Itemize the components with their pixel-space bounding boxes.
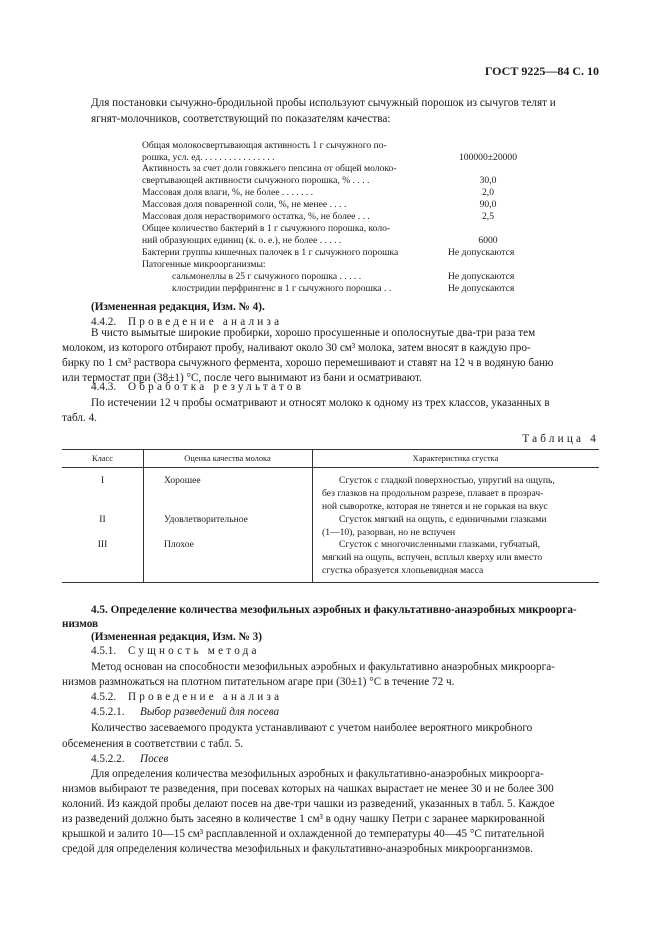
quality-label: Массовая доля нерастворимого остатка, %, не более . . . <box>142 211 370 222</box>
page-header: ГОСТ 9225—84 С. 10 <box>484 64 599 78</box>
section-title: Посев <box>140 753 169 765</box>
paragraph-line: или термостат при (38±1) °С, после чего вынимают из бани и осматривают. <box>62 372 422 384</box>
quality-label: Патогенные микроорганизмы: <box>142 259 266 270</box>
table-cell: Хорошее <box>164 475 201 486</box>
quality-label: Общая молокосвертывающая активность 1 г сычужного по- <box>142 140 387 151</box>
paragraph-line: В чисто вымытые широкие пробирки, хорошо просушенные и ополоснутые два-три раза тем <box>91 327 536 339</box>
quality-value: Не допускаются <box>448 271 515 282</box>
quality-label: ний образующих единиц (к. о. е.), не более . . . . . <box>142 235 342 246</box>
paragraph-line: бирку по 1 см³ раствора сычужного фермента, хорошо перемешивают и ставят на 12 ч в водяную баню <box>62 357 554 369</box>
table-cell: III <box>97 539 108 550</box>
edit-note: (Измененная редакция, Изм. № 4). <box>91 301 265 313</box>
paragraph-line: колоний. Из каждой пробы делают посев на две-три чашки из разведений, указанных в табл. 5. Каждое <box>62 798 555 810</box>
section-title: Сущность метода <box>128 645 260 657</box>
edit-note: (Измененная редакция, Изм. № 3) <box>91 631 262 643</box>
quality-value: 2,5 <box>482 211 494 222</box>
quality-label: свертывающей активности сычужного порошка, % . . . . <box>142 175 370 186</box>
paragraph-line: По истечении 12 ч пробы осматривают и относят молоко к одному из трех классов, указанных в <box>91 397 550 409</box>
paragraph-line: молоком, из которого отбирают пробу, наливают около 30 см³ молока, затем вносят в каждую про- <box>62 342 531 354</box>
paragraph-line: средой для определения количества мезофильных и факультативно-анаэробных микроорганизмов. <box>62 843 533 855</box>
quality-value: 90,0 <box>479 199 497 210</box>
quality-value: 30,0 <box>479 175 497 186</box>
section-number: 4.5.2. <box>91 691 117 703</box>
table-cell: I <box>100 475 105 486</box>
quality-label: Массовая доля поваренной соли, %, не менее . . . . <box>142 199 347 210</box>
paragraph-line: Метод основан на способности мезофильных аэробных и факультативно анаэробных микроорга- <box>91 661 555 673</box>
quality-label: рошка, усл. ед. . . . . . . . . . . . . . . . <box>142 152 275 163</box>
table-cell: Сгусток мягкий на ощупь, с единичными глазками <box>339 514 547 525</box>
intro-line-1: Для постановки сычужно-бродильной пробы используют сычужный порошок из сычугов телят и <box>91 97 556 109</box>
quality-label: Общее количество бактерий в 1 г сычужного порошка, коло- <box>142 223 391 234</box>
quality-value: Не допускаются <box>448 247 515 258</box>
quality-label: клостридии перфрингенс в 1 г сычужного порошка . . <box>172 283 392 294</box>
quality-value: 2,0 <box>482 187 494 198</box>
table-cell: Сгусток с многочисленными глазками, губчатый, <box>339 539 540 550</box>
intro-line-2: ягнят-молочников, соответствующий по показателям качества: <box>91 113 391 125</box>
section-title: Обработка результатов <box>128 381 305 393</box>
paragraph-line: низмов размножаться на плотном питательном агаре при (30±1) °С в течение 72 ч. <box>62 676 455 688</box>
table-header-cell: Характеристика сгустка <box>412 454 499 463</box>
section-number: 4.5.1. <box>91 645 117 657</box>
section-number: 4.5.2.1. <box>91 706 125 718</box>
quality-value: 100000±20000 <box>458 152 518 163</box>
paragraph-line: низмов выбирают те разведения, при посевах которых на чашках вырастает не менее 30 и не более 300 <box>62 783 554 795</box>
quality-label: Активность за счет доли говяжьего пепсина от общей молоко- <box>142 163 397 174</box>
paragraph-line: из разведений должно быть засеяно в количестве 1 см³ в одну чашку Петри с заранее маркированной <box>62 813 545 825</box>
section-title: Проведение анализа <box>128 316 283 328</box>
section-number: 4.4.2. <box>91 316 117 328</box>
section-heading: 4.5. Определение количества мезофильных аэробных и факультативно-анаэробных микроорга- <box>91 604 577 616</box>
paragraph-line: крышкой и залито 10—15 см³ расплавленной и охлажденной до температуры 40—45 °С питательной <box>62 828 545 840</box>
table-cell: без глазков на продольном разрезе, плавает в прозрач- <box>322 488 544 499</box>
table-cell: Сгусток с гладкой поверхностью, упругий на ощупь, <box>339 475 555 486</box>
paragraph-line: Для определения количества мезофильных аэробных и факультативно-анаэробных микроорга- <box>91 768 544 780</box>
section-number: 4.5.2.2. <box>91 753 125 765</box>
section-title: Выбор разведений для посева <box>140 706 280 718</box>
table-cell: Плохое <box>164 539 194 550</box>
section-heading: низмов <box>62 618 99 630</box>
table-caption: Таблица 4 <box>522 433 599 445</box>
quality-value: 6000 <box>478 235 498 246</box>
table-cell: Удовлетворительное <box>164 514 248 525</box>
table-header-cell: Оценка качества молока <box>184 454 271 463</box>
quality-label: сальмонеллы в 25 г сычужного порошка . . . . . <box>172 271 362 282</box>
paragraph-line: Количество засеваемого продукта устанавливают с учетом наиболее вероятного микробного <box>91 722 533 734</box>
table-header-cell: Класс <box>92 454 113 463</box>
quality-value: Не допускаются <box>448 283 515 294</box>
table-cell: (1—10), разорван, но не вспучен <box>322 527 456 538</box>
table-cell: II <box>99 514 106 525</box>
section-number: 4.4.3. <box>91 381 117 393</box>
paragraph-line: табл. 4. <box>62 412 97 424</box>
section-title: Проведение анализа <box>128 691 283 703</box>
quality-label: Массовая доля влаги, %, не более . . . . . . . <box>142 187 314 198</box>
table-cell: сгустка образуется хлопьевидная масса <box>322 565 484 576</box>
quality-label: Бактерии группы кишечных палочек в 1 г сычужного порошка <box>142 247 399 258</box>
paragraph-line: обсеменения в соответствии с табл. 5. <box>62 738 244 750</box>
table-cell: мягкий на ощупь, вспучен, всплыл кверху или вместо <box>322 552 543 563</box>
table-cell: ной сыворотке, которая не тянется и не горькая на вкус <box>322 501 548 512</box>
